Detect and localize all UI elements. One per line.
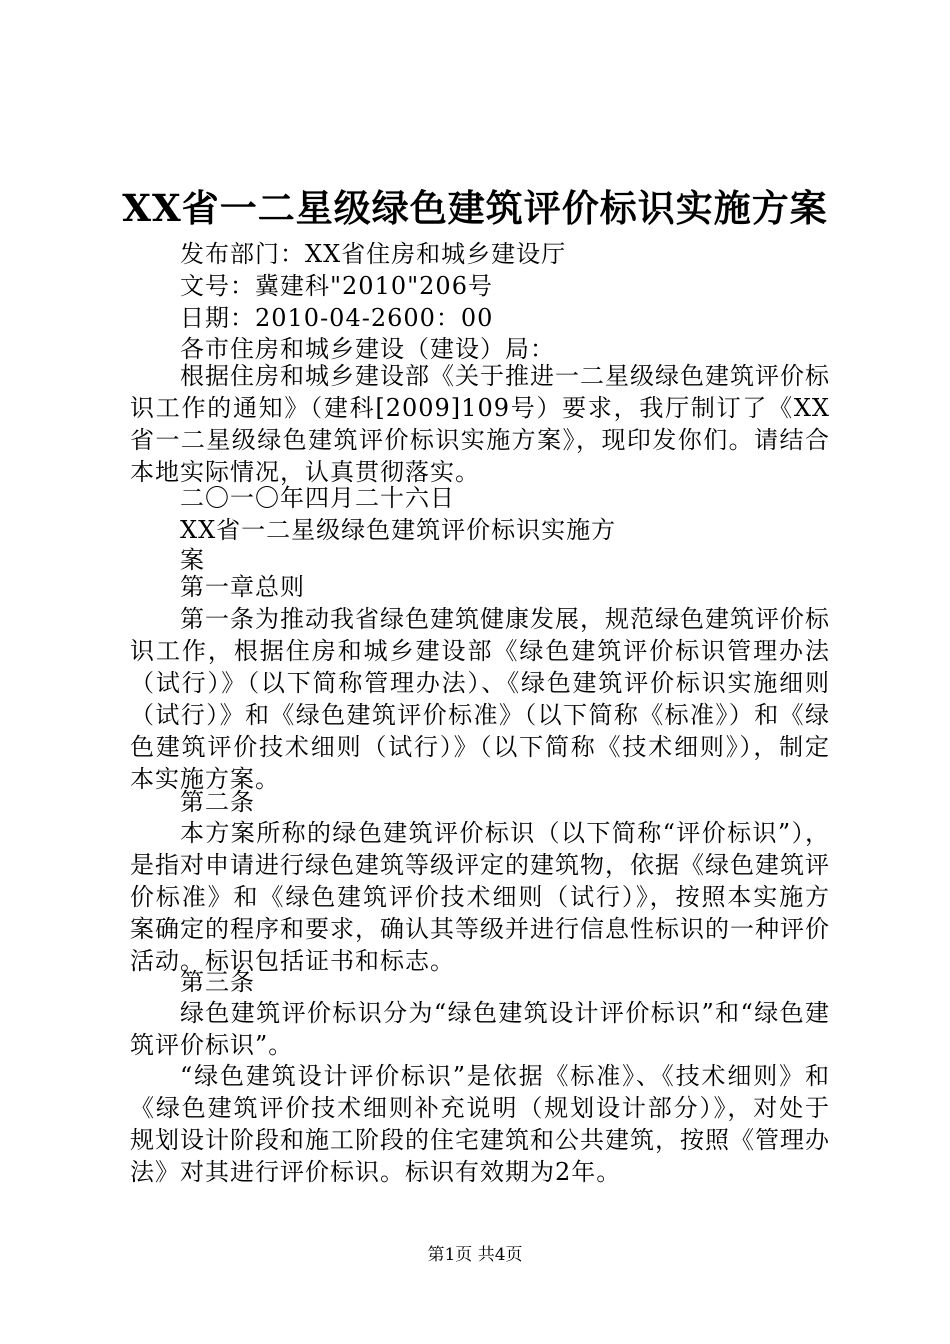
page-footer: 第1页 共4页: [427, 1245, 523, 1265]
article-3-paragraph-2: “绿色建筑设计评价标识”是依据《标准》、《技术细则》和《绿色建筑评价技术细则补充说明（规划设计部分）》，对处于规划设计阶段和施工阶段的住宅建筑和公共建筑，按照《管理办法》对其进行评价标识。标识有效期为2年。: [130, 1062, 830, 1186]
document-title: XX省一二星级绿色建筑评价标识实施方案: [122, 186, 828, 230]
intro-paragraph: 根据住房和城乡建设部《关于推进一二星级绿色建筑评价标识工作的通知》（建科[2009]109号）要求，我厅制订了《XX省一二星级绿色建筑评价标识实施方案》，现印发你们。请结合本地实际情况，认真贯彻落实。: [130, 362, 830, 486]
article-2: 本方案所称的绿色建筑评价标识（以下简称“评价标识”），是指对申请进行绿色建筑等级评定的建筑物，依据《绿色建筑评价标准》和《绿色建筑评价技术细则（试行）》，按照本实施方案确定的程序和要求，确认其等级并进行信息性标识的一种评价活动。标识包括证书和标志。: [130, 819, 830, 975]
meta-date: 日期：2010-04-2600：00: [180, 304, 494, 332]
sign-date: 二〇一〇年四月二十六日: [180, 484, 455, 512]
chapter-heading: 第一章总则: [180, 573, 305, 601]
subtitle-line1: XX省一二星级绿色建筑评价标识实施方: [180, 516, 617, 544]
article-3-label: 第三条: [180, 968, 255, 996]
subtitle-line2: 案: [180, 546, 205, 574]
article-1: 第一条为推动我省绿色建筑健康发展，规范绿色建筑评价标识工作，根据住房和城乡建设部《绿色建筑评价标识管理办法（试行）》（以下简称管理办法）、《绿色建筑评价标识实施细则（试行）》和《绿色建筑评价标准》（以下简称《标准》）和《绿色建筑评价技术细则（试行）》（以下简称《技术细则》），制定本实施方案。: [130, 605, 830, 793]
meta-doc-number: 文号：冀建科"2010"206号: [180, 272, 493, 300]
addressee: 各市住房和城乡建设（建设）局：: [180, 335, 555, 363]
article-2-label: 第二条: [180, 788, 255, 816]
article-3-paragraph-1: 绿色建筑评价标识分为“绿色建筑设计评价标识”和“绿色建筑评价标识”。: [130, 999, 830, 1059]
meta-department: 发布部门：XX省住房和城乡建设厅: [180, 240, 567, 268]
